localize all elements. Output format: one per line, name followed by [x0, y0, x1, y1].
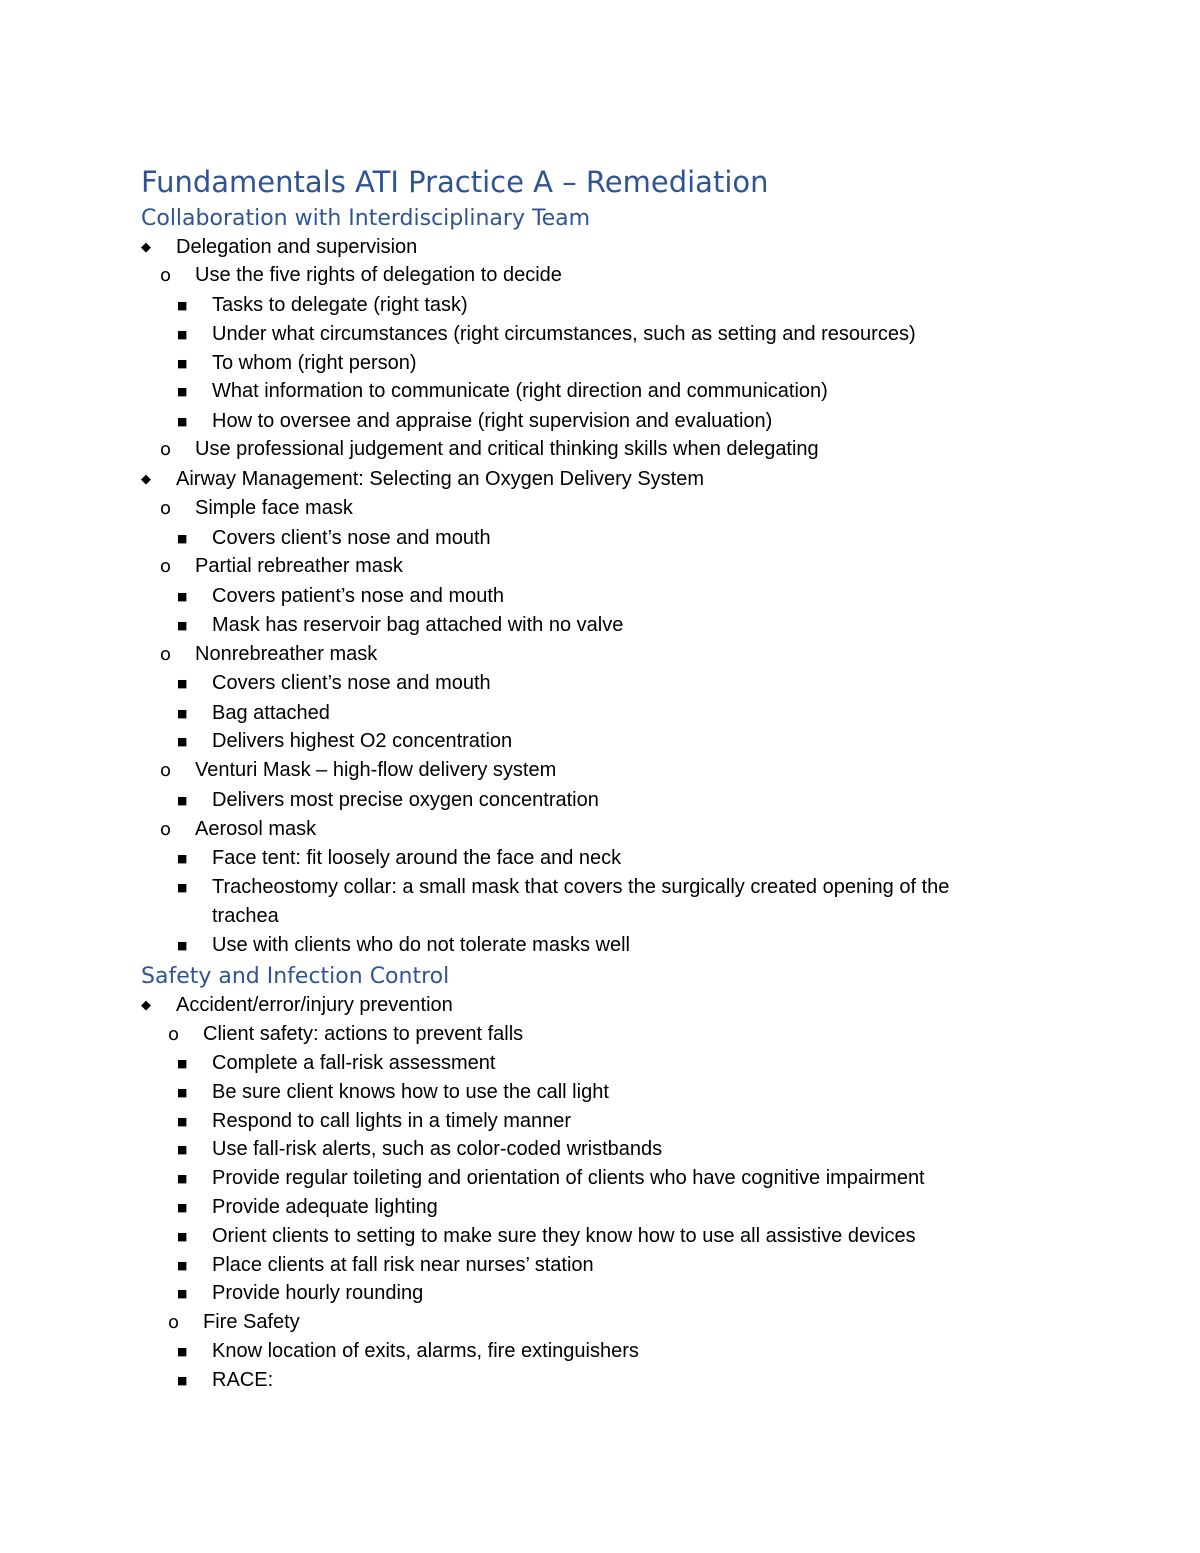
- circle-bullet-icon: o: [160, 439, 172, 460]
- section-heading-collaboration: Collaboration with Interdisciplinary Team: [141, 206, 591, 231]
- subitem-simple-face-mask: Simple face mask: [195, 497, 353, 519]
- detail-item: Delivers highest O2 concentration: [212, 730, 513, 752]
- detail-item: Use with clients who do not tolerate masks well: [212, 934, 630, 956]
- detail-item: Use fall-risk alerts, such as color-coded wristbands: [212, 1138, 663, 1160]
- square-bullet-icon: ■: [177, 328, 188, 341]
- subitem-fire-safety: Fire Safety: [203, 1311, 300, 1333]
- detail-item: Know location of exits, alarms, fire extinguishers: [212, 1340, 639, 1362]
- square-bullet-icon: ■: [177, 794, 188, 807]
- detail-item: How to oversee and appraise (right supervision and evaluation): [212, 410, 773, 432]
- subitem-five-rights: Use the five rights of delegation to decide: [195, 264, 562, 286]
- circle-bullet-icon: o: [168, 1024, 180, 1045]
- square-bullet-icon: ■: [177, 619, 188, 632]
- square-bullet-icon: ■: [177, 1201, 188, 1214]
- square-bullet-icon: ■: [177, 415, 188, 428]
- subitem-professional-judgement: Use professional judgement and critical thinking skills when delegating: [195, 438, 819, 460]
- square-bullet-icon: ■: [177, 707, 188, 720]
- subitem-aerosol-mask: Aerosol mask: [195, 818, 317, 840]
- subitem-nonrebreather: Nonrebreather mask: [195, 643, 378, 665]
- circle-bullet-icon: o: [160, 498, 172, 519]
- detail-item: Tracheostomy collar: a small mask that covers the surgically created opening of the: [212, 876, 950, 898]
- document-title: Fundamentals ATI Practice A – Remediation: [141, 165, 769, 199]
- square-bullet-icon: ■: [177, 357, 188, 370]
- subitem-venturi-mask: Venturi Mask – high-flow delivery system: [195, 759, 557, 781]
- circle-bullet-icon: o: [160, 265, 172, 286]
- detail-item: Provide regular toileting and orientation of clients who have cognitive impairment: [212, 1167, 925, 1189]
- square-bullet-icon: ■: [177, 532, 188, 545]
- square-bullet-icon: ■: [177, 881, 188, 894]
- subitem-client-safety: Client safety: actions to prevent falls: [203, 1023, 524, 1045]
- circle-bullet-icon: o: [168, 1312, 180, 1333]
- diamond-bullet-icon: ◆: [141, 472, 151, 487]
- square-bullet-icon: ■: [177, 939, 188, 952]
- square-bullet-icon: ■: [177, 1287, 188, 1300]
- diamond-bullet-icon: ◆: [141, 240, 151, 255]
- square-bullet-icon: ■: [177, 299, 188, 312]
- square-bullet-icon: ■: [177, 590, 188, 603]
- subitem-partial-rebreather: Partial rebreather mask: [195, 555, 403, 577]
- square-bullet-icon: ■: [177, 677, 188, 690]
- detail-item: Complete a fall-risk assessment: [212, 1052, 496, 1074]
- detail-item: Tasks to delegate (right task): [212, 294, 468, 316]
- circle-bullet-icon: o: [160, 556, 172, 577]
- circle-bullet-icon: o: [160, 644, 172, 665]
- diamond-bullet-icon: ◆: [141, 998, 151, 1013]
- detail-item: Delivers most precise oxygen concentration: [212, 789, 599, 811]
- detail-item: Be sure client knows how to use the call light: [212, 1081, 609, 1103]
- square-bullet-icon: ■: [177, 1172, 188, 1185]
- circle-bullet-icon: o: [160, 819, 172, 840]
- circle-bullet-icon: o: [160, 760, 172, 781]
- detail-item: Respond to call lights in a timely manner: [212, 1110, 572, 1132]
- detail-item: Provide adequate lighting: [212, 1196, 438, 1218]
- topic-delegation: Delegation and supervision: [176, 236, 418, 258]
- square-bullet-icon: ■: [177, 385, 188, 398]
- detail-item: Orient clients to setting to make sure they know how to use all assistive devices: [212, 1225, 916, 1247]
- detail-item: Covers patient’s nose and mouth: [212, 585, 505, 607]
- detail-item: Covers client’s nose and mouth: [212, 527, 491, 549]
- detail-item: Mask has reservoir bag attached with no valve: [212, 614, 624, 636]
- square-bullet-icon: ■: [177, 1259, 188, 1272]
- detail-item: Place clients at fall risk near nurses’ station: [212, 1254, 594, 1276]
- square-bullet-icon: ■: [177, 1115, 188, 1128]
- topic-airway-management: Airway Management: Selecting an Oxygen Delivery System: [176, 468, 705, 490]
- detail-item: To whom (right person): [212, 352, 417, 374]
- square-bullet-icon: ■: [177, 735, 188, 748]
- detail-item: Covers client’s nose and mouth: [212, 672, 491, 694]
- detail-item-continuation: trachea: [212, 905, 279, 927]
- detail-item: What information to communicate (right direction and communication): [212, 380, 828, 402]
- detail-item: RACE:: [212, 1369, 274, 1391]
- square-bullet-icon: ■: [177, 1057, 188, 1070]
- square-bullet-icon: ■: [177, 1345, 188, 1358]
- square-bullet-icon: ■: [177, 1374, 188, 1387]
- square-bullet-icon: ■: [177, 1230, 188, 1243]
- square-bullet-icon: ■: [177, 852, 188, 865]
- detail-item: Face tent: fit loosely around the face and neck: [212, 847, 622, 869]
- square-bullet-icon: ■: [177, 1086, 188, 1099]
- square-bullet-icon: ■: [177, 1143, 188, 1156]
- detail-item: Under what circumstances (right circumstances, such as setting and resources): [212, 323, 916, 345]
- topic-accident-prevention: Accident/error/injury prevention: [176, 994, 453, 1016]
- section-heading-safety: Safety and Infection Control: [141, 964, 450, 989]
- detail-item: Bag attached: [212, 702, 330, 724]
- detail-item: Provide hourly rounding: [212, 1282, 424, 1304]
